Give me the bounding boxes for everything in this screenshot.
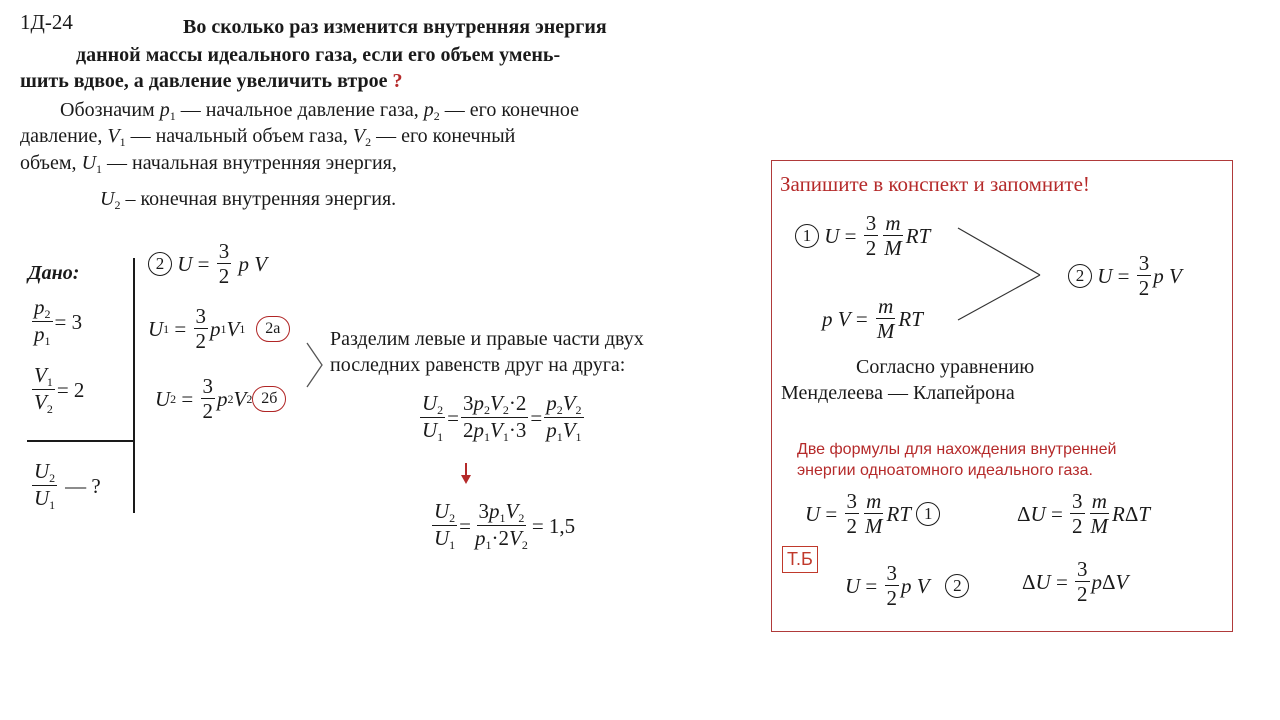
note-formula-clapeyron: p V = $\frac{m}{M}$ RT	[822, 294, 923, 344]
mendeleev-line-2: Менделеева — Клапейрона	[781, 382, 1015, 404]
notation-line-4: $U_2$ – конечная внутренняя энергия.	[100, 188, 397, 212]
energy-mark-2: 2	[945, 574, 969, 598]
two-formulas-line-1: Две формулы для нахождения внутренней	[797, 441, 1117, 458]
given-vertical-divider	[133, 258, 135, 513]
formula-energy-2: 2 U = $\frac{3}{2}$ p V	[148, 240, 267, 288]
question-line-1: Во сколько раз изменится внутренняя энергия	[183, 16, 607, 38]
note-mark-1: 1	[795, 224, 819, 248]
brace-arrow-icon	[304, 340, 326, 390]
two-formulas-line-2: энергии одноатомного идеального газа.	[797, 462, 1093, 479]
given-ratio-volume: $\frac{V_1}{V_2}$ = 2	[34, 363, 85, 417]
ratio-equation: $\frac{U_2}{U_1}$ = $\frac{3p_2V_2\cdot 2}{2p_1V_1\cdot 3}$ = $\frac{p_2V_2}{p_1V_1}$	[422, 391, 582, 445]
down-arrow-icon	[459, 462, 473, 486]
note-mark-2: 2	[1068, 264, 1092, 288]
energy-mark-1: 1	[916, 502, 940, 526]
formula-mark-2: 2	[148, 252, 172, 276]
energy-formula-pv: U = $\frac{3}{2}$ p V 2	[845, 562, 969, 610]
energy-formula-mol: U = $\frac{3}{2}$ $\frac{m}{M}$ RT 1	[805, 490, 940, 538]
notation-line-3: объем, $U_1$ — начальная внутренняя энергия,	[20, 152, 397, 176]
given-title: Дано:	[28, 262, 80, 284]
formula-energy-u1: U 1 = $\frac{3}{2}$ p 1 V 1 2а	[148, 305, 290, 353]
note-formula-1: 1 U = $\frac{3}{2}$ $\frac{m}{M}$ RT	[795, 212, 930, 260]
mendeleev-line-1: Согласно уравнению	[856, 356, 1035, 378]
given-horizontal-divider	[27, 440, 135, 442]
delta-energy-formula-pv: Δ U = $\frac{3}{2}$ p Δ V	[1022, 557, 1129, 607]
note-box-title: Запишите в конспект и запомните!	[780, 172, 1090, 196]
question-line-3: шить вдвое, а давление увеличить втрое ?	[20, 70, 403, 92]
problem-number: 1Д-24	[20, 10, 73, 34]
formula-energy-u2: U 2 = $\frac{3}{2}$ p 2 V 2 2б	[155, 375, 286, 423]
merge-lines-icon	[955, 225, 1045, 325]
divide-line-2: последних равенств друг на друга:	[330, 354, 626, 376]
find-ratio: $\frac{U_2}{U_1}$ — ?	[34, 459, 101, 513]
tb-label: Т.Б	[782, 546, 818, 573]
result-equation: $\frac{U_2}{U_1}$ = $\frac{3p_1V_2}{p_1\cdot 2V_2}$ = 1,5	[434, 499, 576, 553]
notation-line-2: давление, $V_1$ — начальный объем газа, $V_2$ — его конечный	[20, 125, 516, 149]
formula-mark-2a: 2а	[256, 316, 290, 342]
question-mark: ?	[392, 70, 403, 92]
note-formula-2: 2 U = $\frac{3}{2}$ p V	[1068, 252, 1182, 300]
formula-mark-2b: 2б	[252, 386, 286, 412]
question-line-2: данной массы идеального газа, если его объем умень-	[76, 44, 561, 66]
delta-energy-formula-mol: Δ U = $\frac{3}{2}$ $\frac{m}{M}$ R Δ T	[1017, 489, 1151, 539]
notation-line-1: Обозначим $p_1$ — начальное давление газа, $p_2$ — его конечное	[60, 99, 580, 123]
given-ratio-pressure: $\frac{p_2}{p_1}$ = 3	[34, 295, 83, 349]
divide-line-1: Разделим левые и правые части двух	[330, 328, 644, 350]
